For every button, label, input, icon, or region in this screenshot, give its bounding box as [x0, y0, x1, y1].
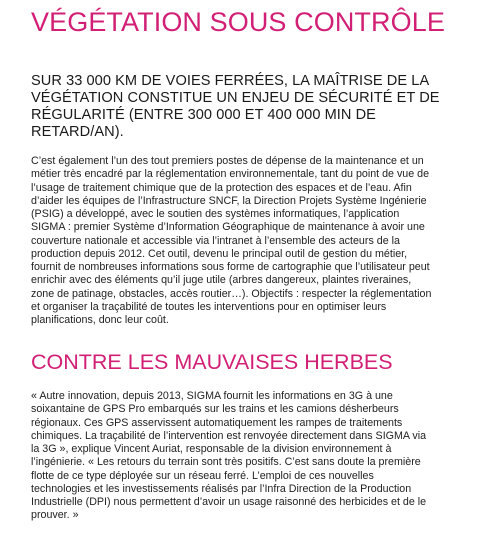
lead-line: RÉGULARITÉ (ENTRE 300 000 ET 400 000 MIN DE — [31, 107, 376, 123]
lead-line: SUR 33 000 KM DE VOIES FERRÉES, LA MAÎTRISE DE LA — [31, 73, 430, 89]
paragraph-line: planifications, donc leur coût. — [31, 314, 169, 326]
paragraph-line: couverture nationale et accessible via l’intranet à l’ensemble des acteurs de la — [31, 234, 400, 247]
lead-line: RETARD/AN). — [31, 124, 124, 140]
paragraph-line: et organiser la traçabilité de toutes les interventions pour en optimiser leurs — [31, 300, 387, 313]
paragraph-line: soixantaine de GPS Pro embarqués sur les trains et les camions désherbeurs — [31, 403, 399, 416]
paragraph-line: l’usage de traitement chimique que de la protection des espaces et de l’eau. Afin — [31, 181, 412, 194]
article-lead — [31, 73, 486, 141]
lead-line: VÉGÉTATION CONSTITUE UN ENJEU DE SÉCURITÉ ET DE — [31, 90, 440, 106]
paragraph-line: C’est également l’un des tout premiers postes de dépense de la maintenance et un — [31, 155, 424, 167]
paragraph-line: production depuis 2012. Cet outil, devenu le principal outil de gestion du métier, — [31, 247, 408, 260]
section-heading: CONTRE LES MAUVAISES HERBES — [31, 350, 393, 374]
paragraph-vegetation — [31, 155, 493, 327]
paragraph-line: zone de patinage, obstacles, accès routier…). Objectifs : respecter la réglementation — [31, 287, 432, 300]
paragraph-line: enrichir avec des éléments qu’il juge utile (arbres dangereux, plaintes riveraines, — [31, 274, 412, 287]
paragraph-weeds — [31, 390, 493, 523]
paragraph-line: la 3G », explique Vincent Auriat, responsable de la division environnement à — [31, 443, 392, 455]
article-title: VÉGÉTATION SOUS CONTRÔLE — [31, 7, 445, 37]
paragraph-line: Industrielle (DPI) nous permettent d’avoir un usage raisonné des herbicides et de le — [31, 496, 427, 508]
paragraph-line: SIGMA : premier Système d’Information Géographique de maintenance à avoir une — [31, 221, 425, 234]
paragraph-line: flotte de ce type déployée sur un réseau ferré. L’emploi de ces nouvelles — [31, 469, 374, 482]
paragraph-line: technologies et les investissements réalisés par l’Infra Direction de la Production — [31, 482, 412, 495]
paragraph-line: régionaux. Ces GPS asservissent automatiquement les rampes de traitements — [31, 416, 403, 429]
paragraph-line: d’aider les équipes de l’Infrastructure SNCF, la Direction Projets Système Ingénierie — [31, 194, 427, 207]
paragraph-line: chimiques. La traçabilité de l’intervention est renvoyée directement dans SIGMA via — [31, 429, 427, 442]
paragraph-line: métier très encadré par la réglementation environnementale, tant du point de vue de — [31, 168, 430, 181]
paragraph-line: fournit de nombreuses informations sous forme de cartographie que l’utilisateur peut — [31, 261, 430, 273]
paragraph-line: prouver. » — [31, 509, 79, 522]
paragraph-line: (PSIG) a développé, avec le soutien des systèmes informatiques, l’application — [31, 208, 400, 220]
paragraph-line: l’ingénierie. « Les retours du terrain sont très positifs. C’est sans doute la première — [31, 456, 421, 469]
paragraph-line: « Autre innovation, depuis 2013, SIGMA fournit les informations en 3G à une — [31, 390, 393, 402]
